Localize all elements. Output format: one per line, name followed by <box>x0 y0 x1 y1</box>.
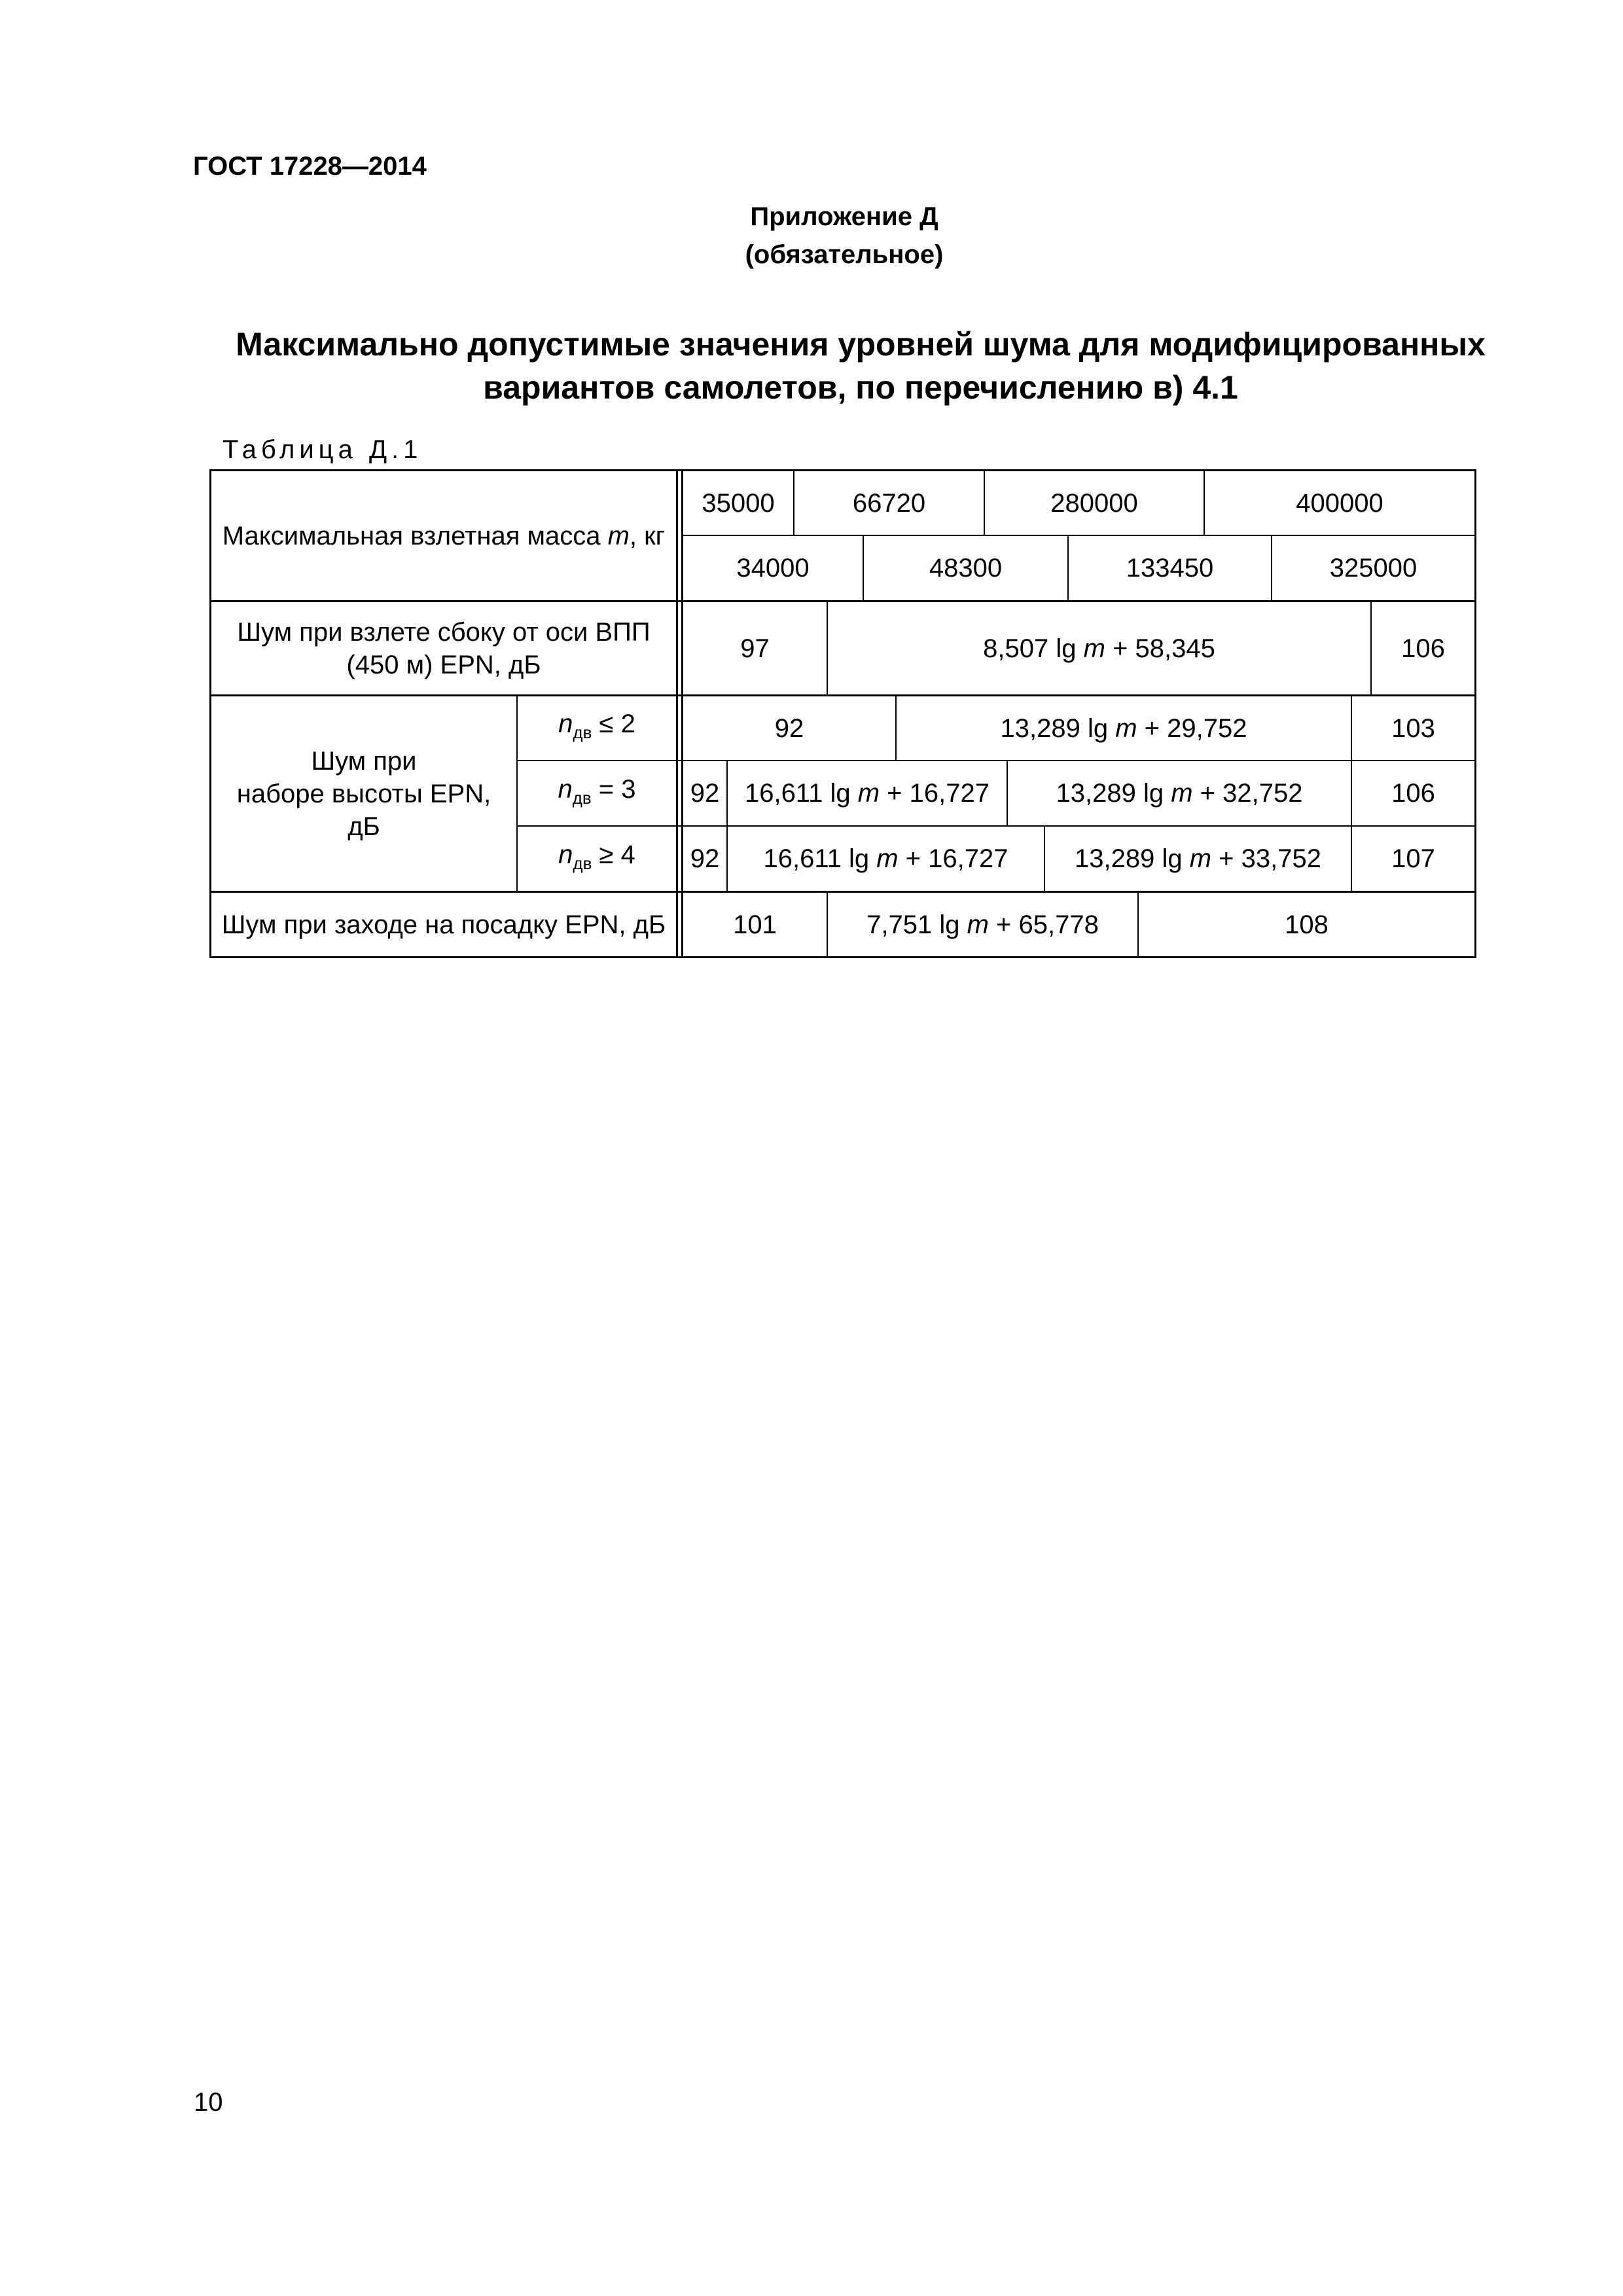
climb-1-value-low: 92 <box>774 713 804 743</box>
mass-upper-2: 66720 <box>852 488 926 518</box>
climb-cond-3: $n_{дв} \ge 4$ <box>558 840 635 873</box>
climb-2-formula-1: 16,611 lg m + 16,727 <box>745 779 990 808</box>
climb-cond-2: $n_{дв} = 3$ <box>558 774 636 808</box>
climb-2-formula-2: 13,289 lg m + 32,752 <box>1056 779 1303 808</box>
mass-upper-1: 35000 <box>702 488 775 518</box>
climb-3-formula-2: 13,289 lg m + 33,752 <box>1075 844 1321 873</box>
approach-value-low: 101 <box>733 910 777 939</box>
sideline-label: Шум при взлете сбоку от оси ВПП (450 м) EPN, дБ <box>237 617 651 679</box>
mass-upper-3: 280000 <box>1050 488 1138 518</box>
page-number: 10 <box>194 2088 223 2117</box>
document-title <box>196 323 1525 409</box>
document-code: ГОСТ 17228—2014 <box>193 152 427 181</box>
approach-formula: 7,751 lg m + 65,778 <box>866 910 1099 939</box>
appendix-status: (обязательное) <box>745 240 944 269</box>
title-line-2: вариантов самолетов, по перечислению в) 4.1 <box>483 369 1238 406</box>
mass-lower-4: 325000 <box>1329 554 1418 583</box>
sideline-value-high: 106 <box>1401 634 1445 663</box>
climb-3-value-high: 107 <box>1391 844 1435 873</box>
climb-label: Шум при наборе высоты EPN, дБ <box>236 746 491 841</box>
climb-2-value-low: 92 <box>690 779 720 808</box>
appendix-title: Приложение Д <box>750 202 938 231</box>
climb-1-formula: 13,289 lg m + 29,752 <box>1000 713 1247 743</box>
climb-cond-1: $n_{дв} \le 2$ <box>558 709 635 742</box>
sideline-formula: 8,507 lg m + 58,345 <box>983 634 1215 663</box>
approach-value-high: 108 <box>1285 910 1329 939</box>
mass-lower-2: 48300 <box>929 554 1003 583</box>
climb-1-value-high: 103 <box>1391 713 1435 743</box>
table-caption: Таблица Д.1 <box>223 435 423 464</box>
mass-lower-3: 133450 <box>1126 554 1214 583</box>
mass-upper-4: 400000 <box>1296 488 1383 518</box>
climb-2-value-high: 106 <box>1391 779 1435 808</box>
appendix-heading <box>681 198 1008 274</box>
approach-label: Шум при заходе на посадку EPN, дБ <box>221 910 666 939</box>
mass-label: Максимальная взлетная масса m, кг <box>222 521 666 550</box>
title-line-1: Максимально допустимые значения уровней шума для модифицированных <box>236 326 1486 363</box>
mass-lower-1: 34000 <box>736 554 810 583</box>
climb-3-formula-1: 16,611 lg m + 16,727 <box>763 844 1008 873</box>
sideline-value-low: 97 <box>740 634 770 663</box>
climb-3-value-low: 92 <box>690 844 720 873</box>
